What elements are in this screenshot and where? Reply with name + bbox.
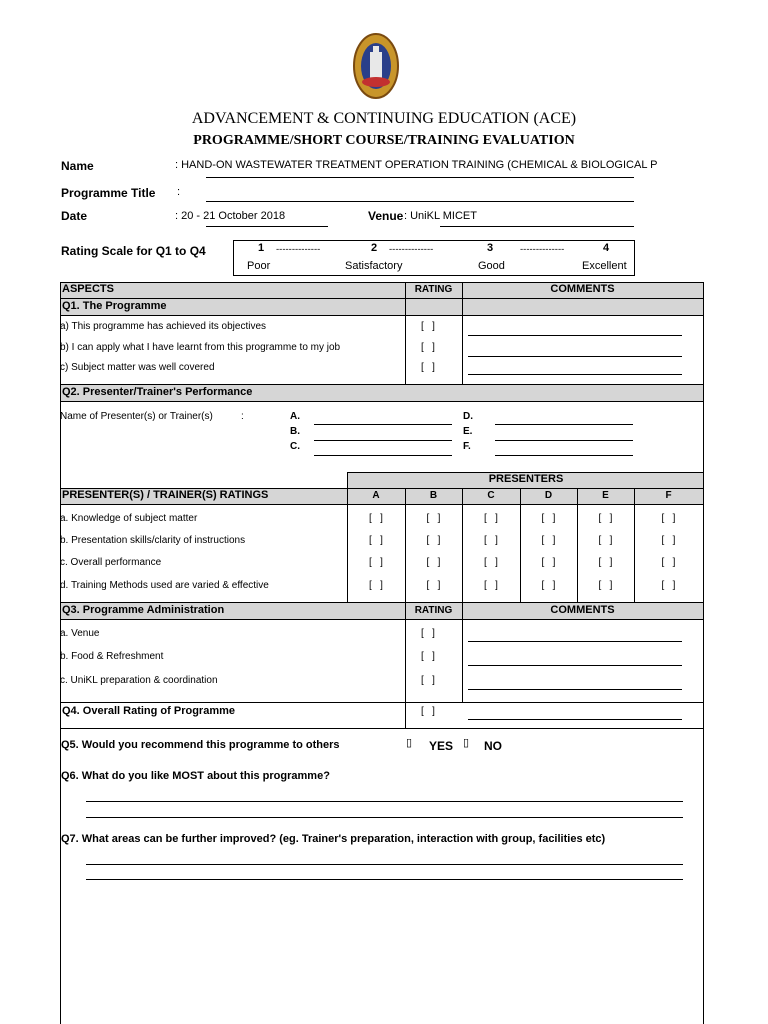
q3-item-c: c. UniKL preparation & coordination [60,675,218,686]
org-title: ADVANCEMENT & CONTINUING EDUCATION (ACE) [191,110,577,127]
no-label: NO [484,739,502,753]
yes-checkbox[interactable]: ▯ [406,737,413,749]
scale-1: 1 [258,242,265,254]
q5-question: Q5. Would you recommend this programme to others [61,739,340,751]
col-b: B [429,490,438,501]
q2-item-a: a. Knowledge of subject matter [60,513,198,524]
scale-good: Good [478,260,505,272]
presenter-d-rating-4-checkbox[interactable]: [ ] [541,580,556,591]
q2-item-b: b. Presentation skills/clarity of instructions [60,535,246,546]
q3-comment-c-field[interactable] [468,689,682,690]
q3-comment-b-field[interactable] [468,665,682,666]
q7-answer-line-1[interactable] [86,864,683,865]
q1-comment-b-field[interactable] [468,356,682,357]
q2-item-c: c. Overall performance [60,557,162,568]
presenter-b-rating-4-checkbox[interactable]: [ ] [426,580,441,591]
q6-answer-line-2[interactable] [86,817,683,818]
presenter-c-field[interactable] [314,455,452,456]
yes-label: YES [429,739,454,753]
name-label: Name [61,159,94,173]
rating-header: RATING [414,284,453,295]
programme-title-field[interactable] [206,201,634,202]
table-right-border [703,282,704,728]
presenter-b-rating-2-checkbox[interactable]: [ ] [426,535,441,546]
scale-3: 3 [487,242,494,254]
q6-answer-line-1[interactable] [86,801,683,802]
q6-question: Q6. What do you like MOST about this programme? [61,770,330,782]
presenter-slot-a: A. [290,411,300,422]
presenter-a-rating-2-checkbox[interactable]: [ ] [369,535,383,546]
presenter-d-rating-2-checkbox[interactable]: [ ] [541,535,556,546]
col-c: C [487,490,495,501]
hline [60,384,703,385]
hline [60,728,703,729]
scale-poor: Poor [247,260,271,272]
answer-box-right-border [703,728,704,1024]
vline [462,602,463,702]
venue-label: Venue [368,209,404,223]
presenters-header: PRESENTERS [488,473,564,485]
presenter-c-rating-3-checkbox[interactable]: [ ] [484,557,498,568]
presenter-e-rating-2-checkbox[interactable]: [ ] [598,535,613,546]
q2-title: Q2. Presenter/Trainer's Performance [62,386,253,398]
presenter-d-rating-3-checkbox[interactable]: [ ] [541,557,556,568]
presenter-a-rating-3-checkbox[interactable]: [ ] [369,557,383,568]
presenter-a-rating-1-checkbox[interactable]: [ ] [369,513,383,524]
q1-comment-c-field[interactable] [468,374,682,375]
date-underline [206,226,328,227]
presenter-c-rating-2-checkbox[interactable]: [ ] [484,535,498,546]
q1-rating-a-checkbox[interactable]: [ ] [421,321,435,332]
presenter-a-rating-4-checkbox[interactable]: [ ] [369,580,383,591]
aspects-header: ASPECTS [62,283,114,295]
form-title: PROGRAMME/SHORT COURSE/TRAINING EVALUATION [193,133,575,148]
scale-dash-3: -------------- [520,244,565,255]
q1-item-c: c) Subject matter was well covered [60,362,215,373]
programme-title-label: Programme Title [61,186,156,200]
q1-comment-a-field[interactable] [468,335,682,336]
scale-2: 2 [371,242,378,254]
q1-rating-c-checkbox[interactable]: [ ] [421,362,435,373]
presenter-b-field[interactable] [314,440,452,441]
presenter-e-rating-1-checkbox[interactable]: [ ] [598,513,613,524]
col-f: F [665,490,672,501]
presenter-slot-c: C. [290,441,300,452]
q3-comments-header: COMMENTS [550,604,615,616]
scale-dash-1: -------------- [276,244,321,255]
q3-rating-a-checkbox[interactable]: [ ] [421,628,435,639]
hline [60,602,703,603]
q3-comment-a-field[interactable] [468,641,682,642]
q7-answer-line-2[interactable] [86,879,683,880]
q1-item-b: b) I can apply what I have learnt from this programme to my job [60,342,341,353]
programme-title-colon: : [177,186,181,198]
presenter-f-field[interactable] [495,455,633,456]
vline [405,282,406,384]
q4-comment-field[interactable] [468,719,682,720]
presenter-slot-b: B. [290,426,300,437]
presenter-b-rating-1-checkbox[interactable]: [ ] [426,513,441,524]
presenter-d-field[interactable] [495,424,633,425]
hline [60,504,703,505]
q2-item-d: d. Training Methods used are varied & effective [60,580,269,591]
presenter-e-rating-4-checkbox[interactable]: [ ] [598,580,613,591]
hline [60,315,703,316]
presenter-f-rating-1-checkbox[interactable]: [ ] [661,513,676,524]
scale-dash-2: -------------- [389,244,434,255]
col-d: D [544,490,553,501]
date-value: : 20 - 21 October 2018 [175,210,286,222]
hline [60,619,703,620]
presenter-a-field[interactable] [314,424,452,425]
hline [60,702,703,703]
q3-rating-b-checkbox[interactable]: [ ] [421,651,435,662]
unikl-logo [352,32,400,100]
name-underline [206,177,634,178]
q4-rating-checkbox[interactable]: [ ] [421,706,435,717]
presenter-e-rating-3-checkbox[interactable]: [ ] [598,557,613,568]
q1-title: Q1. The Programme [62,300,167,312]
date-label: Date [61,209,88,223]
col-a: A [372,490,380,501]
q2-names-colon: : [241,411,244,422]
rating-scale-label: Rating Scale for Q1 to Q4 [61,244,206,258]
no-checkbox[interactable]: ▯ [463,737,470,749]
q2-names-label: Name of Presenter(s) or Trainer(s) [60,411,213,422]
q7-question: Q7. What areas can be further improved? (eg. Trainer's preparation, interaction with group, facilities etc) [61,833,606,845]
presenter-slot-d: D. [463,411,473,422]
hline [60,401,703,402]
ratings-title: PRESENTER(S) / TRAINER(S) RATINGS [62,489,269,501]
presenter-slot-f: F. [463,441,471,452]
presenter-c-rating-4-checkbox[interactable]: [ ] [484,580,498,591]
presenter-f-rating-2-checkbox[interactable]: [ ] [661,535,676,546]
presenter-f-rating-4-checkbox[interactable]: [ ] [661,580,676,591]
q3-rating-c-checkbox[interactable]: [ ] [421,675,435,686]
scale-excellent: Excellent [582,260,627,272]
q1-rating-b-checkbox[interactable]: [ ] [421,342,435,353]
scale-4: 4 [603,242,610,254]
name-value: : HAND-ON WASTEWATER TREATMENT OPERATION TRAINING (CHEMICAL & BIOLOGICAL P [175,159,658,171]
q1-item-a: a) This programme has achieved its objectives [60,321,267,332]
q3-title: Q3. Programme Administration [62,604,225,616]
presenter-d-rating-1-checkbox[interactable]: [ ] [541,513,556,524]
q3-rating-header: RATING [414,605,453,616]
presenter-b-rating-3-checkbox[interactable]: [ ] [426,557,441,568]
venue-underline [440,226,634,227]
presenter-slot-e: E. [463,426,473,437]
presenter-e-field[interactable] [495,440,633,441]
answer-box-left-border [60,728,61,1024]
vline [405,602,406,728]
comments-header: COMMENTS [550,283,615,295]
vline [462,282,463,384]
venue-value: : UniKL MICET [404,210,477,222]
scale-satisfactory: Satisfactory [345,260,403,272]
presenter-c-rating-1-checkbox[interactable]: [ ] [484,513,498,524]
col-e: E [602,490,609,501]
presenter-f-rating-3-checkbox[interactable]: [ ] [661,557,676,568]
q3-item-a: a. Venue [60,628,100,639]
q3-item-b: b. Food & Refreshment [60,651,164,662]
hline [60,298,703,299]
q4-title: Q4. Overall Rating of Programme [62,705,235,717]
